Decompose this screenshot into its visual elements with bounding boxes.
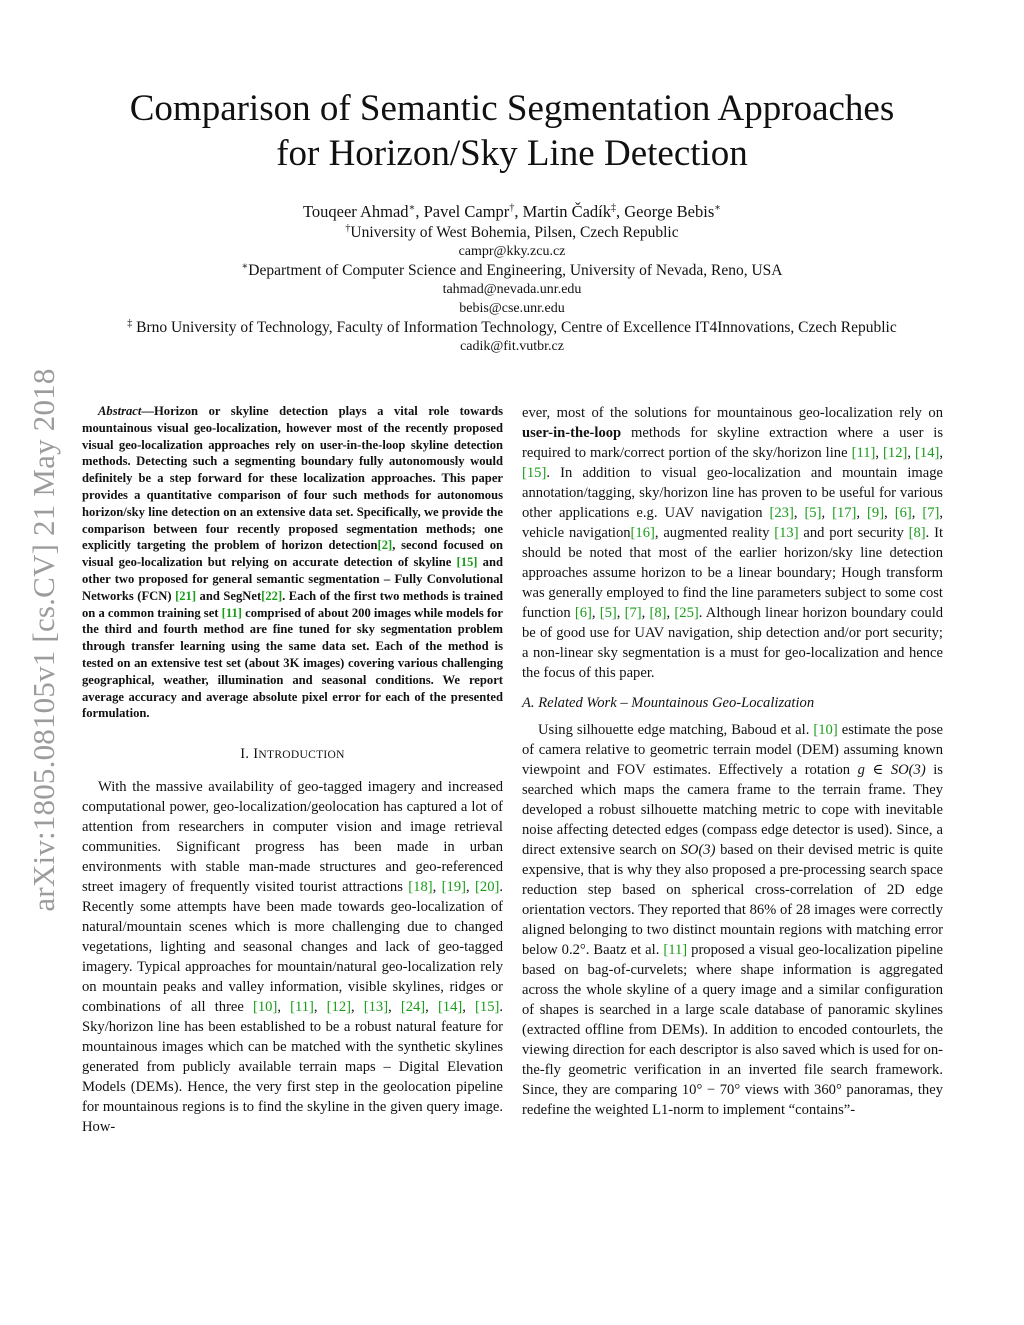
body-text: methods for skyline extraction where a user is required to mark/correct portion of the sky/horizon line: [522, 425, 943, 461]
section-heading-introduction: [82, 744, 503, 765]
body-text: proposed a visual geo-localization pipeline based on bag-of-curvelets; where shape information is aggregated across the whole skyline of a query image and a similar configuration of shapes is searched in a large scale database of panoramic skylines (extracted offline from DEMs). In addition to encoded contourlets, the viewing direction for each descriptor is also saved which is used for on-the-fly geometric verification in an inverted file search framework. Since, they are comparing: [522, 942, 943, 1098]
author-2-mark: †: [509, 202, 515, 214]
author-4: , George Bebis: [616, 202, 715, 221]
citation-link[interactable]: [11]: [851, 445, 876, 461]
abstract-text: , second focused on visual geo-localization but relying on accurate detection of skyline: [82, 538, 503, 570]
separator: ,: [875, 445, 884, 461]
right-column: [522, 403, 943, 1120]
separator: ,: [856, 505, 868, 521]
author-3: , Martin Čadík: [514, 202, 612, 221]
affiliation-3-text: Brno University of Technology, Faculty of Information Technology, Centre of Excellence IT4Innovations, Czech Republic: [132, 319, 897, 336]
abstract: [82, 403, 503, 722]
citation-link[interactable]: [15]: [475, 999, 500, 1016]
separator: ,: [939, 445, 944, 461]
citation-link[interactable]: [12]: [883, 445, 908, 461]
email-cadik[interactable]: cadik@fit.vutbr.cz: [460, 339, 564, 354]
separator: ,: [462, 999, 476, 1016]
separator: ,: [277, 999, 291, 1016]
section-numeral: I.: [240, 746, 250, 763]
body-text: Using silhouette edge matching, Baboud et al.: [538, 722, 814, 738]
title-line-1: Comparison of Semantic Segmentation Approaches: [129, 88, 895, 129]
arxiv-stamp-text: arXiv:1805.08105v1 [cs.CV] 21 May 2018: [26, 368, 61, 912]
citation-link[interactable]: [16]: [630, 525, 655, 541]
affiliation-3: [60, 318, 964, 337]
body-text: . Baatz et al.: [585, 942, 664, 958]
separator: ,: [821, 505, 833, 521]
math-expression: 0.2°: [561, 942, 586, 958]
author-2: , Pavel Campr: [415, 202, 510, 221]
citation-link[interactable]: [13]: [774, 525, 799, 541]
section-title-rest: NTRODUCTION: [258, 749, 345, 762]
citation-link[interactable]: [6]: [894, 505, 912, 521]
abstract-text: and other two proposed for general semantic segmentation – Fully Convolutional Networks (FCN): [82, 555, 503, 603]
separator: ,: [616, 605, 625, 621]
abstract-text: comprised of about 200 images while models for the third and fourth method are fine tuned for sky segmentation problem through transfer learning using the same data set. Each of the method is tested on an extensive test set (about 3K images) covering various challenging geographical, weather, illumination and seasonal conditions. We report average accuracy and average absolute pixel error for each of the presented formulation.: [82, 605, 504, 721]
math-expression: 10° − 70°: [681, 1082, 741, 1098]
citation-link[interactable]: [19]: [441, 879, 466, 896]
body-text: and port security: [798, 525, 909, 541]
separator: ,: [591, 605, 600, 621]
abstract-text: . Each of the first two methods is trained on a common training set: [82, 588, 503, 620]
author-block: [60, 202, 964, 356]
citation-link[interactable]: [9]: [867, 505, 885, 521]
separator: ,: [641, 605, 650, 621]
abstract-label: Abstract: [98, 404, 142, 418]
subsection-heading-related-work: A. Related Work – Mountainous Geo-Localization: [522, 695, 815, 711]
intro-continuation: [522, 403, 943, 683]
separator: ,: [465, 879, 476, 896]
author-1-mark: ∗: [408, 202, 416, 214]
author-names: [60, 202, 964, 221]
citation-link[interactable]: [21]: [175, 588, 197, 603]
author-4-mark: ∗: [714, 202, 722, 214]
email-bebis[interactable]: bebis@cse.unr.edu: [459, 301, 565, 316]
intro-paragraph: [82, 777, 503, 1137]
separator: ,: [432, 879, 442, 896]
affiliation-1: [60, 223, 964, 242]
citation-link[interactable]: [12]: [326, 999, 351, 1016]
citation-link[interactable]: [5]: [599, 605, 617, 621]
separator: ,: [884, 505, 895, 521]
body-text: , vehicle navigation: [522, 505, 944, 541]
separator: ,: [907, 445, 916, 461]
body-text: . Although linear horizon boundary could be of good use for UAV navigation, ship detection and/or port security; a non-linear sky segmentation is a must for geo-localization and hence the focus of this paper.: [522, 605, 944, 681]
bold-term: user-in-the-loop: [522, 425, 622, 441]
email-campr[interactable]: campr@kky.zcu.cz: [458, 244, 566, 259]
citation-link[interactable]: [6]: [574, 605, 592, 621]
citation-link[interactable]: [5]: [804, 505, 822, 521]
citation-link[interactable]: [18]: [408, 879, 433, 896]
abstract-text: and SegNet: [196, 588, 262, 603]
citation-link[interactable]: [7]: [922, 505, 940, 521]
related-work-paragraph: [522, 720, 943, 1120]
body-text: estimate the pose of camera relative to geometric terrain model (DEM) assuming known viewpoint and FOV estimates. Effectively a rotation: [522, 722, 943, 778]
citation-link[interactable]: [13]: [363, 999, 389, 1016]
citation-link[interactable]: [8]: [908, 525, 926, 541]
separator: ,: [911, 505, 923, 521]
citation-link[interactable]: [8]: [649, 605, 667, 621]
separator: ,: [350, 999, 364, 1016]
citation-link[interactable]: [22]: [261, 588, 283, 603]
citation-link[interactable]: [17]: [832, 505, 857, 521]
affiliation-2-text: Department of Computer Science and Engineering, University of Nevada, Reno, USA: [248, 262, 783, 279]
body-text: . Sky/horizon line has been established to be a robust natural feature for mountainous images which can be matched with the synthetic skylines generated from publicly available terrain maps – Digital Elevation Models (DEMs). Hence, the very first step in the geolocation pipeline for mountainous regions is to find the skyline in the given query image. How-: [82, 999, 504, 1136]
affiliation-2-mark: ∗: [241, 260, 249, 272]
separator: ,: [666, 605, 675, 621]
citation-link[interactable]: [7]: [624, 605, 642, 621]
math-expression: 360°: [814, 1082, 842, 1098]
affiliation-1-text: University of West Bohemia, Pilsen, Czech Republic: [350, 224, 679, 241]
citation-link[interactable]: [20]: [475, 879, 500, 896]
body-text: ever, most of the solutions for mountainous geo-localization rely on: [522, 405, 943, 421]
citation-link[interactable]: [14]: [437, 999, 463, 1016]
separator: ,: [388, 999, 401, 1016]
citation-link[interactable]: [11]: [221, 605, 242, 620]
citation-link[interactable]: [15]: [522, 465, 547, 481]
separator: ,: [425, 999, 438, 1016]
author-3-mark: ‡: [611, 202, 617, 214]
body-text: . In addition to visual geo-localization and mountain image annotation/tagging, sky/horizon line has proven to be useful for various other applications e.g. UAV navigation: [522, 465, 943, 521]
citation-link[interactable]: [24]: [400, 999, 426, 1016]
citation-link[interactable]: [11]: [290, 999, 314, 1016]
body-text: . It should be noted that most of the earlier horizon/sky line detection approaches assume horizon to be a linear boundary; Hough transform was generally employed to find the line parameters subject to some cost function: [522, 525, 943, 621]
email-tahmad[interactable]: tahmad@nevada.unr.edu: [442, 282, 582, 297]
citation-link[interactable]: [23]: [769, 505, 794, 521]
separator: ,: [793, 505, 805, 521]
citation-link[interactable]: [10]: [813, 722, 838, 738]
affiliation-2: [60, 261, 964, 280]
section-title-first: I: [253, 746, 259, 763]
author-1: Touqeer Ahmad: [302, 202, 409, 221]
citation-link[interactable]: [15]: [456, 555, 478, 570]
affiliation-1-mark: †: [345, 222, 351, 234]
citation-link[interactable]: [14]: [915, 445, 940, 461]
body-text: based on their devised metric is quite expensive, that is why they also proposed a pre-processing search space reduction step based on spherical cross-correlation of 2D edge orientation vectors. They reported that 86% of 28 images were correctly aligned belonging to two distinct mountain regions with matching error below: [522, 842, 944, 958]
abstract-text: Horizon or skyline detection plays a vital role towards mountainous visual geo-localization, however most of the recently proposed visual geo-localization approaches rely on user-in-the-loop skyline detection methods. Detecting such a segmenting boundary fully autonomously would definitely be a step forward for these localization approaches. This paper provides a quantitative comparison of four such methods for autonomous horizon/sky line detection on an extensive data set. Specifically, we provide the comparison between four recently proposed segmentation methods; one explicitly targeting the problem of horizon detection: [82, 404, 503, 553]
title-line-2: for Horizon/Sky Line Detection: [276, 133, 748, 174]
body-text: views with: [740, 1082, 815, 1098]
body-text: . Recently some attempts have been made towards geo-localization of natural/mountain scenes which is more challenging due to changed vegetations, lighting and seasonal changes and lack of geo-tagged imagery. Typical approaches for mountain/natural geo-localization rely on mountain peaks and valley information, visible skylines, ridges or combinations of all three: [82, 879, 504, 1016]
citation-link[interactable]: [11]: [663, 942, 688, 958]
body-text: is searched which maps the camera frame to the terrain frame. They developed a robust silhouette matching metric to cope with inevitable noise affecting detected edges (compass edge detector is used). Since, a direct extensive search on: [522, 762, 943, 858]
citation-link[interactable]: [2]: [377, 538, 393, 553]
affiliation-3-mark: ‡: [127, 317, 133, 329]
math-expression: g ∈ SO(3): [857, 762, 926, 778]
math-expression: SO(3): [680, 842, 716, 858]
citation-link[interactable]: [10]: [253, 999, 278, 1016]
citation-link[interactable]: [25]: [674, 605, 699, 621]
separator: ,: [313, 999, 327, 1016]
arxiv-stamp: [14, 335, 74, 945]
paper-title: [80, 86, 944, 176]
body-text: , augmented reality: [654, 525, 775, 541]
abstract-dash: —: [141, 404, 154, 418]
body-text: With the massive availability of geo-tagged imagery and increased computational power, geo-localization/geolocation has captured a lot of attention from researchers in computer vision and image retrieval communities. Significant progress has been made in urban environments with stable man-made structures and geo-referenced street imagery of frequently visited tourist attractions: [82, 779, 503, 896]
body-text: panoramas, they redefine the weighted L1-norm to implement “contains”-: [522, 1082, 943, 1118]
left-column: [82, 403, 503, 1137]
